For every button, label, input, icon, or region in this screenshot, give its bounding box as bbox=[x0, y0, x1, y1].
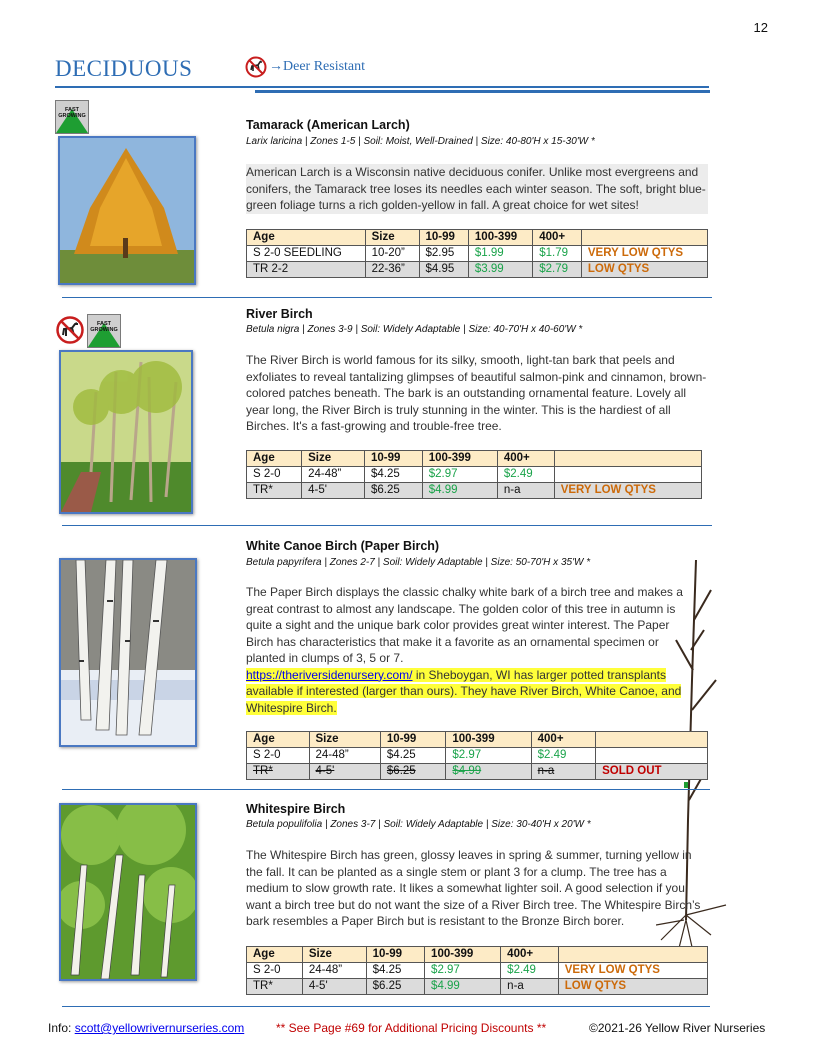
no-deer-icon bbox=[56, 316, 84, 344]
tree-name: River Birch bbox=[246, 307, 313, 321]
price-table: Age Size 10-99 100-399 400+ S 2-0 24-48” $4.25 $2.97 $2.49 TR* 4-5' $6.25 $4.99 n-a SOLD OUT bbox=[246, 731, 708, 780]
footer-info: Info: scott@yellowrivernurseries.com bbox=[48, 1021, 245, 1035]
no-deer-icon bbox=[245, 56, 267, 78]
tree-description: The Paper Birch displays the classic chalky white bark of a birch tree and makes a great contrast to almost any landscape. The golden color of this tree in autumn is quite a sight and the unique bark color provides great winter interest. The Paper Birch has characteristics that make it a favorite as an ornamental specimen or planted in clumps of 3, 5 or 7. https://theriversidenursery.com/ in Sheboygan, WI has larger potted transplants available if interested (larger than ours). They have River Birch, White Canoe, and Whitespire Birch. bbox=[246, 585, 683, 715]
table-row: S 2-0 SEEDLING 10-20” $2.95 $1.99 $1.79 VERY LOW QTYS bbox=[247, 246, 708, 262]
table-row: S 2-0 24-48” $4.25 $2.97 $2.49 bbox=[247, 467, 702, 483]
tree-subtitle: Betula papyrifera | Zones 2-7 | Soil: Widely Adaptable | Size: 50-70'H x 35'W * bbox=[246, 557, 591, 568]
col-400: 400+ bbox=[533, 230, 582, 246]
tree-subtitle: Betula populifolia | Zones 3-7 | Soil: Widely Adaptable | Size: 30-40'H x 20'W * bbox=[246, 819, 591, 830]
col-size: Size bbox=[365, 230, 419, 246]
white-canoe-birch-photo bbox=[59, 558, 197, 747]
page-number: 12 bbox=[753, 20, 768, 35]
col-note bbox=[581, 230, 707, 246]
section-divider bbox=[62, 1006, 710, 1007]
price-table: Age Size 10-99 100-399 400+ S 2-0 24-48” $4.25 $2.97 $2.49 TR* 4-5' $6.25 $4.99 n-a VERY LOW QTYS bbox=[246, 450, 702, 499]
tree-description: American Larch is a Wisconsin native deciduous conifer. Unlike most evergreens and conifers, the Tamarack tree loses its needles each winter season. The soft, bright blue-green foliage turns a rich golden-yellow in fall. A great choice for wet sites! bbox=[246, 164, 708, 214]
tamarack-photo bbox=[58, 136, 196, 285]
table-row: TR* 4-5' $6.25 $4.99 n-a VERY LOW QTYS bbox=[247, 483, 702, 499]
section-divider bbox=[62, 297, 712, 298]
col-100-399: 100-399 bbox=[468, 230, 532, 246]
tree-name: Tamarack (American Larch) bbox=[246, 118, 410, 132]
fast-growing-badge: FAST GROWING bbox=[87, 314, 121, 348]
river-birch-photo bbox=[59, 350, 193, 514]
price-table: Age Size 10-99 100-399 400+ S 2-0 24-48” $4.25 $2.97 $2.49 VERY LOW QTYS TR* 4-5' $6.25 $4.99 n-a LOW QTYS bbox=[246, 946, 708, 995]
deer-legend-label: →Deer Resistant bbox=[269, 59, 366, 74]
tree-subtitle: Betula nigra | Zones 3-9 | Soil: Widely Adaptable | Size: 40-70'H x 40-60'W * bbox=[246, 324, 583, 335]
header-rule-thick bbox=[255, 90, 710, 93]
table-row: TR 2-2 22-36” $4.95 $3.99 $2.79 LOW QTYS bbox=[247, 262, 708, 278]
footer-discount-note: ** See Page #69 for Additional Pricing Discounts ** bbox=[276, 1021, 547, 1035]
table-row: TR* 4-5' $6.25 $4.99 n-a LOW QTYS bbox=[247, 979, 708, 995]
whitespire-birch-photo bbox=[59, 803, 197, 981]
fast-growing-badge: FAST GROWING bbox=[55, 100, 89, 134]
table-row: S 2-0 24-48” $4.25 $2.97 $2.49 VERY LOW QTYS bbox=[247, 963, 708, 979]
table-row: TR* 4-5' $6.25 $4.99 n-a SOLD OUT bbox=[247, 764, 708, 780]
header-rule bbox=[55, 86, 709, 88]
section-divider bbox=[62, 525, 712, 526]
col-10-99: 10-99 bbox=[419, 230, 468, 246]
tree-name: White Canoe Birch (Paper Birch) bbox=[246, 539, 440, 553]
contact-email-link[interactable]: scott@yellowrivernurseries.com bbox=[74, 1021, 245, 1035]
footer-copyright: ©2021-26 Yellow River Nurseries bbox=[589, 1021, 766, 1035]
tree-subtitle: Larix laricina | Zones 1-5 | Soil: Moist, Well-Drained | Size: 40-80'H x 15-30'W * bbox=[246, 136, 595, 147]
deer-resistant-legend bbox=[245, 56, 365, 78]
table-row: S 2-0 24-48” $4.25 $2.97 $2.49 bbox=[247, 748, 708, 764]
tree-description: The Whitespire Birch has green, glossy leaves in spring & summer, turning yellow in the fall. It can be planted as a single stem or plant 3 for a clump. The tree has a medium to slow growth rate. It likes a somewhat lighter soil. A good selection if you want a birch tree but do not want the size of a River Birch tree. The Whitespire Birch’s bark resembles a Paper Birch but is resistant to the Bronze Birch borer. bbox=[246, 848, 701, 928]
riverside-nursery-link[interactable]: https://theriversidenursery.com/ bbox=[246, 667, 413, 682]
col-age: Age bbox=[247, 230, 366, 246]
page-title: DECIDUOUS bbox=[55, 56, 193, 81]
section-divider bbox=[62, 789, 710, 790]
price-table bbox=[246, 229, 708, 278]
tree-name: Whitespire Birch bbox=[246, 802, 346, 816]
tree-description: The River Birch is world famous for its silky, smooth, light-tan bark that peels and exfoliates to reveal tantalizing glimpses of beautiful salmon-pink and cinnamon, brown-colored patches beneath. The bark is an outstanding ornamental feature. Lovely all year long, the River Birch is truly stunning in the winter. This is the hardiest of all Birches. It's a fast-growing and trouble-free tree. bbox=[246, 353, 707, 433]
